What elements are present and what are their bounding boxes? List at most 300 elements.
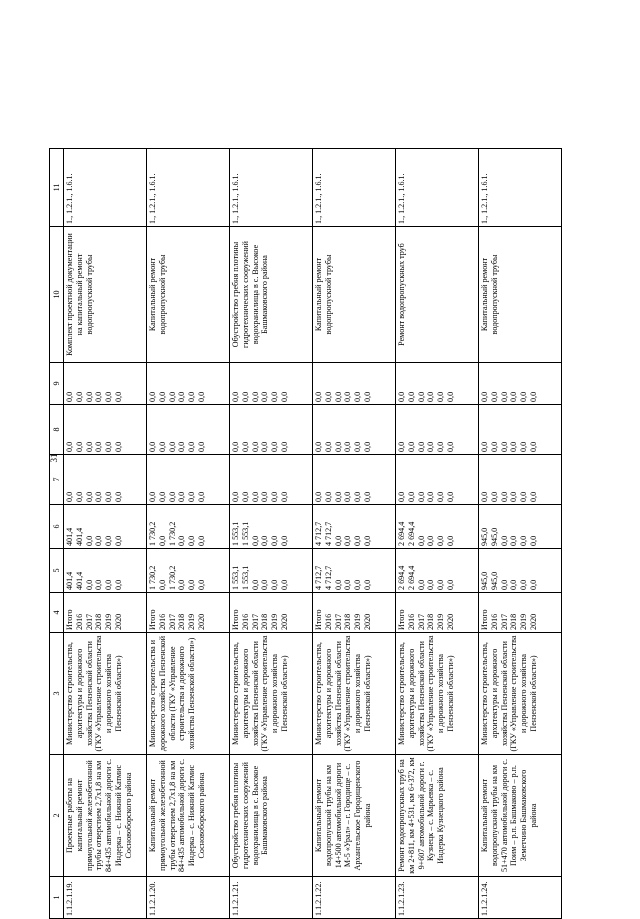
measure-name: Проектные работы на капитальный ремонт прямоугольной железобетонной трубы отверстием 2,7х1,8 на км 84+435 автомобильной дороги с. Индерка – с. Нижний Катмис Сосновоборского района: [64, 755, 147, 877]
col9-amount-value: 0,0: [104, 391, 114, 402]
col6-amount-value: 1 730,2: [167, 521, 177, 546]
col8-amount: [147, 405, 230, 455]
col9-amount-value: 0,0: [480, 391, 489, 402]
year-label-value: 2017: [416, 613, 426, 630]
col8-amount-value: 0,0: [528, 441, 538, 452]
col9-amount-value: 0,0: [279, 391, 289, 402]
col6-amount-value: 945,0: [480, 527, 489, 546]
col9-amount-value: 0,0: [426, 391, 436, 402]
col7-amount-value: 0,0: [519, 491, 529, 502]
year-label-value: Итого: [480, 609, 489, 630]
expected-result: Ремонт водопропускных труб: [396, 227, 479, 363]
year-label-value: 2020: [279, 613, 289, 630]
col9-amount-value: 0,0: [196, 391, 206, 402]
responsible-executor: Министерство строительства, архитектуры и дорожного хозяйства Пензенской области (ГКУ «Управление строительства и дорожного хозяйства Пензенской области»): [230, 633, 313, 755]
col5-amount-value: 0,0: [426, 579, 436, 590]
col6-amount-value: 1 730,2: [148, 521, 157, 546]
col9-amount-value: 0,0: [362, 391, 372, 402]
col5-amount-value: 2 694,4: [406, 565, 416, 590]
indicator-link: 1., 1.2.1., 1.6.1.: [313, 149, 396, 227]
col8-amount-value: 0,0: [84, 441, 94, 452]
col7-amount: [313, 455, 396, 505]
col9-amount-value: 0,0: [499, 391, 509, 402]
col6-amount-value: 401,4: [65, 527, 74, 546]
col5-amount-value: 0,0: [260, 579, 270, 590]
table-row: [313, 149, 396, 919]
col5-amount-value: 0,0: [509, 579, 519, 590]
table-row: [479, 149, 562, 919]
col6-amount-value: 0,0: [177, 535, 187, 546]
year-label: [396, 593, 479, 633]
col7-amount-value: 0,0: [65, 491, 74, 502]
header-col-8: 8: [50, 405, 64, 455]
col7-amount-value: 0,0: [157, 491, 167, 502]
col7-amount: [147, 455, 230, 505]
col6-amount-value: 0,0: [362, 535, 372, 546]
year-label-value: 2020: [362, 613, 372, 630]
col9-amount-value: 0,0: [84, 391, 94, 402]
col8-amount-value: 0,0: [519, 441, 529, 452]
col8-amount-value: 0,0: [187, 441, 197, 452]
expected-result: Капитальный ремонт водопропускной трубы: [313, 227, 396, 363]
year-label-value: 2019: [436, 613, 446, 630]
col7-amount-value: 0,0: [480, 491, 489, 502]
col7-amount-value: 0,0: [74, 491, 84, 502]
col8-amount-value: 0,0: [196, 441, 206, 452]
indicator-link: 1., 1.2.1., 1.6.1.: [147, 149, 230, 227]
col6-amount-value: 0,0: [509, 535, 519, 546]
row-number: 1.1.2.1.20.: [147, 877, 230, 919]
col9-amount-value: 0,0: [333, 391, 343, 402]
header-col-5: 5: [50, 549, 64, 593]
col5-amount-value: 0,0: [499, 579, 509, 590]
col5-amount-value: 0,0: [250, 579, 260, 590]
year-label: [230, 593, 313, 633]
col7-amount: [230, 455, 313, 505]
col6-amount: [147, 505, 230, 549]
measure-name: Ремонт водопропускных труб на км 2+811, км 4+531, км 6+372, км 9+607 автомобильной дороги г. Кузнецк – с. Марьевка – с. Индерка Кузнецкого района: [396, 755, 479, 877]
col6-amount-value: 0,0: [445, 535, 455, 546]
col9-amount-value: 0,0: [489, 391, 499, 402]
year-label-value: Итого: [148, 609, 157, 630]
col5-amount-value: 0,0: [157, 579, 167, 590]
col7-amount-value: 0,0: [240, 491, 250, 502]
col8-amount-value: 0,0: [279, 441, 289, 452]
col7-amount-value: 0,0: [104, 491, 114, 502]
col5-amount: [313, 549, 396, 593]
col9-amount-value: 0,0: [94, 391, 104, 402]
year-label-value: 2018: [177, 613, 187, 630]
col9-amount-value: 0,0: [260, 391, 270, 402]
col9-amount-value: 0,0: [74, 391, 84, 402]
year-label-value: 2018: [343, 613, 353, 630]
col9-amount: [479, 363, 562, 405]
col6-amount-value: 0,0: [196, 535, 206, 546]
col9-amount: [147, 363, 230, 405]
col5-amount-value: 4 712,7: [323, 565, 333, 590]
col8-amount: [313, 405, 396, 455]
header-col-10: 10: [50, 227, 64, 363]
col5-amount-value: 0,0: [333, 579, 343, 590]
col8-amount-value: 0,0: [362, 441, 372, 452]
col6-amount: [313, 505, 396, 549]
row-number: 1.1.2.1.23.: [396, 877, 479, 919]
col7-amount-value: 0,0: [94, 491, 104, 502]
col5-amount-value: 0,0: [84, 579, 94, 590]
col5-amount-value: 0,0: [104, 579, 114, 590]
year-label-value: 2019: [270, 613, 280, 630]
year-label: [479, 593, 562, 633]
col5-amount-value: 4 712,7: [314, 565, 323, 590]
col9-amount-value: 0,0: [416, 391, 426, 402]
col7-amount-value: 0,0: [113, 491, 123, 502]
year-label-value: 2020: [528, 613, 538, 630]
row-number: 1.1.2.1.21.: [230, 877, 313, 919]
year-label-value: 2019: [353, 613, 363, 630]
col8-amount-value: 0,0: [231, 441, 240, 452]
year-label-value: 2018: [94, 613, 104, 630]
col8-amount: [479, 405, 562, 455]
expected-result: Обустройство гребня плотины гидротехнических сооружений водохранилища в с. Высокое Башмаковского района: [230, 227, 313, 363]
header-col-11: 11: [50, 149, 64, 227]
year-label-value: 2019: [187, 613, 197, 630]
col6-amount-value: 1 553,1: [240, 521, 250, 546]
col9-amount-value: 0,0: [528, 391, 538, 402]
col9-amount-value: 0,0: [187, 391, 197, 402]
col7-amount-value: 0,0: [314, 491, 323, 502]
col5-amount-value: 0,0: [445, 579, 455, 590]
year-label-value: 2016: [74, 613, 84, 630]
col7-amount-value: 0,0: [231, 491, 240, 502]
header-col-3: 3: [50, 633, 64, 755]
col7-amount-value: 0,0: [445, 491, 455, 502]
col8-amount-value: 0,0: [177, 441, 187, 452]
col9-amount-value: 0,0: [250, 391, 260, 402]
expected-result: Капитальный ремонт водопропускной трубы: [147, 227, 230, 363]
year-label-value: 2020: [445, 613, 455, 630]
col6-amount-value: 0,0: [426, 535, 436, 546]
header-col-2: 2: [50, 755, 64, 877]
col9-amount-value: 0,0: [65, 391, 74, 402]
responsible-executor: Министерство строительства, архитектуры и дорожного хозяйства Пензенской области (ГКУ «Управление строительства и дорожного хозяйства Пензенской области»): [313, 633, 396, 755]
row-number: 1.1.2.1.24.: [479, 877, 562, 919]
header-col-6: 6: [50, 505, 64, 549]
year-label-value: 2016: [489, 613, 499, 630]
col7-amount: [64, 455, 147, 505]
col8-amount-value: 0,0: [113, 441, 123, 452]
col9-amount-value: 0,0: [113, 391, 123, 402]
col7-amount-value: 0,0: [84, 491, 94, 502]
year-label-value: 2017: [499, 613, 509, 630]
col5-amount-value: 1 553,1: [231, 565, 240, 590]
measure-name: Обустройство гребня плотины гидротехнических сооружений водохранилища в с. Высокое Башмаковского района: [230, 755, 313, 877]
col7-amount-value: 0,0: [343, 491, 353, 502]
col6-amount-value: 0,0: [113, 535, 123, 546]
col5-amount-value: 1 730,2: [148, 565, 157, 590]
col7-amount-value: 0,0: [196, 491, 206, 502]
measure-name: Капитальный ремонт прямоугольной железобетонной трубы отверстием 2,7х1,8 на км 84+435 автомобильной дороги с. Индерка – с. Нижний Катмис Сосновоборского района: [147, 755, 230, 877]
col5-amount-value: 945,0: [489, 571, 499, 590]
col7-amount-value: 0,0: [528, 491, 538, 502]
col7-amount-value: 0,0: [270, 491, 280, 502]
col8-amount-value: 0,0: [353, 441, 363, 452]
year-label-value: 2017: [333, 613, 343, 630]
col5-amount-value: 0,0: [270, 579, 280, 590]
col5-amount-value: 1 730,2: [167, 565, 177, 590]
responsible-executor: Министерство строительства и дорожного хозяйства Пензенской области (ГКУ «Управление строительства и дорожного хозяйства Пензенской области»): [147, 633, 230, 755]
col8-amount-value: 0,0: [65, 441, 74, 452]
col7-amount-value: 0,0: [250, 491, 260, 502]
col9-amount-value: 0,0: [436, 391, 446, 402]
year-label-value: 2016: [406, 613, 416, 630]
year-label: [313, 593, 396, 633]
col9-amount-value: 0,0: [323, 391, 333, 402]
col9-amount-value: 0,0: [177, 391, 187, 402]
col8-amount: [396, 405, 479, 455]
col7-amount-value: 0,0: [323, 491, 333, 502]
col8-amount-value: 0,0: [240, 441, 250, 452]
col7-amount-value: 0,0: [148, 491, 157, 502]
col5-amount: [396, 549, 479, 593]
col9-amount-value: 0,0: [509, 391, 519, 402]
col6-amount-value: 0,0: [279, 535, 289, 546]
col7-amount-value: 0,0: [353, 491, 363, 502]
year-label-value: Итого: [231, 609, 240, 630]
col5-amount: [230, 549, 313, 593]
col8-amount-value: 0,0: [406, 441, 416, 452]
col7-amount-value: 0,0: [397, 491, 406, 502]
col7-amount-value: 0,0: [187, 491, 197, 502]
col7-amount-value: 0,0: [279, 491, 289, 502]
col5-amount-value: 945,0: [480, 571, 489, 590]
col7-amount-value: 0,0: [499, 491, 509, 502]
col8-amount-value: 0,0: [333, 441, 343, 452]
row-number: 1.1.2.1.22.: [313, 877, 396, 919]
col6-amount-value: 2 694,4: [406, 521, 416, 546]
col6-amount-value: 4 712,7: [323, 521, 333, 546]
col8-amount-value: 0,0: [74, 441, 84, 452]
col6-amount: [64, 505, 147, 549]
col8-amount-value: 0,0: [436, 441, 446, 452]
col5-amount-value: 0,0: [196, 579, 206, 590]
col8-amount-value: 0,0: [94, 441, 104, 452]
col9-amount-value: 0,0: [157, 391, 167, 402]
year-label-value: 2018: [509, 613, 519, 630]
col7-amount-value: 0,0: [260, 491, 270, 502]
col5-amount-value: 2 694,4: [397, 565, 406, 590]
table-row: [230, 149, 313, 919]
expected-result: Капитальный ремонт водопропускной трубы: [479, 227, 562, 363]
col8-amount-value: 0,0: [104, 441, 114, 452]
col5-amount-value: 0,0: [519, 579, 529, 590]
header-col-7: 7: [50, 455, 64, 505]
col5-amount-value: 0,0: [279, 579, 289, 590]
col7-amount-value: 0,0: [416, 491, 426, 502]
col6-amount-value: 0,0: [333, 535, 343, 546]
col6-amount-value: 0,0: [499, 535, 509, 546]
col6-amount-value: 0,0: [519, 535, 529, 546]
indicator-link: 1., 1.2.1., 1.6.1.: [64, 149, 147, 227]
col9-amount-value: 0,0: [519, 391, 529, 402]
indicator-link: 1., 1.2.1., 1.6.1.: [479, 149, 562, 227]
measure-name: Капитальный ремонт водопропускной трубы на км 14+500 автомобильной дороги М-5 «Урал» – г. Городище – с. Архангельское Городищенского района: [313, 755, 396, 877]
year-label-value: 2017: [84, 613, 94, 630]
col8-amount-value: 0,0: [343, 441, 353, 452]
col8-amount-value: 0,0: [167, 441, 177, 452]
col8-amount-value: 0,0: [314, 441, 323, 452]
col6-amount-value: 0,0: [343, 535, 353, 546]
col6-amount: [230, 505, 313, 549]
header-col-9: 9: [50, 363, 64, 405]
col8-amount: [230, 405, 313, 455]
col6-amount-value: 0,0: [416, 535, 426, 546]
program-table: [49, 148, 562, 919]
col6-amount-value: 401,4: [74, 527, 84, 546]
col6-amount-value: 0,0: [436, 535, 446, 546]
col9-amount-value: 0,0: [314, 391, 323, 402]
col6-amount-value: 0,0: [84, 535, 94, 546]
col6-amount-value: 0,0: [270, 535, 280, 546]
year-label-value: 2018: [426, 613, 436, 630]
col5-amount-value: 401,4: [74, 571, 84, 590]
col7-amount-value: 0,0: [426, 491, 436, 502]
year-label-value: Итого: [314, 609, 323, 630]
responsible-executor: Министерство строительства, архитектуры и дорожного хозяйства Пензенской области (ГКУ «Управление строительства и дорожного хозяйства Пензенской области»): [479, 633, 562, 755]
col8-amount-value: 0,0: [260, 441, 270, 452]
col5-amount-value: 0,0: [353, 579, 363, 590]
col8-amount-value: 0,0: [250, 441, 260, 452]
responsible-executor: Министерство строительства, архитектуры и дорожного хозяйства Пензенской области (ГКУ «Управление строительства и дорожного хозяйства Пензенской области»): [396, 633, 479, 755]
col8-amount-value: 0,0: [157, 441, 167, 452]
responsible-executor: Министерство строительства, архитектуры и дорожного хозяйства Пензенской области (ГКУ «Управление строительства и дорожного хозяйства Пензенской области»): [64, 633, 147, 755]
col6-amount-value: 0,0: [104, 535, 114, 546]
col7-amount-value: 0,0: [362, 491, 372, 502]
col5-amount: [479, 549, 562, 593]
col8-amount-value: 0,0: [416, 441, 426, 452]
year-label-value: Итого: [65, 609, 74, 630]
col8-amount-value: 0,0: [445, 441, 455, 452]
col8-amount-value: 0,0: [489, 441, 499, 452]
col7-amount-value: 0,0: [509, 491, 519, 502]
col6-amount-value: 1 553,1: [231, 521, 240, 546]
table-row: [64, 149, 147, 919]
col6-amount-value: 0,0: [157, 535, 167, 546]
col5-amount: [147, 549, 230, 593]
col9-amount: [230, 363, 313, 405]
table-body: [64, 149, 562, 919]
row-number: 1.1.2.1.19.: [64, 877, 147, 919]
indicator-link: 1., 1.2.1., 1.6.1.: [230, 149, 313, 227]
year-label-value: 2016: [323, 613, 333, 630]
col9-amount: [396, 363, 479, 405]
table-row: [396, 149, 479, 919]
col5-amount: [64, 549, 147, 593]
table-row: [147, 149, 230, 919]
col8-amount-value: 0,0: [480, 441, 489, 452]
col5-amount-value: 1 553,1: [240, 565, 250, 590]
col6-amount-value: 0,0: [250, 535, 260, 546]
year-label-value: 2017: [250, 613, 260, 630]
col8-amount-value: 0,0: [323, 441, 333, 452]
col9-amount-value: 0,0: [445, 391, 455, 402]
year-label-value: 2016: [157, 613, 167, 630]
col5-amount-value: 0,0: [436, 579, 446, 590]
col7-amount-value: 0,0: [489, 491, 499, 502]
col6-amount-value: 2 694,4: [397, 521, 406, 546]
col5-amount-value: 401,4: [65, 571, 74, 590]
col5-amount-value: 0,0: [416, 579, 426, 590]
col5-amount-value: 0,0: [177, 579, 187, 590]
col7-amount-value: 0,0: [333, 491, 343, 502]
header-col-1: 1: [50, 877, 64, 919]
col5-amount-value: 0,0: [362, 579, 372, 590]
header-col-4: 4: [50, 593, 64, 633]
col9-amount-value: 0,0: [343, 391, 353, 402]
col7-amount-value: 0,0: [436, 491, 446, 502]
col6-amount-value: 4 712,7: [314, 521, 323, 546]
col8-amount: [64, 405, 147, 455]
col6-amount-value: 0,0: [260, 535, 270, 546]
col7-amount-value: 0,0: [167, 491, 177, 502]
col9-amount-value: 0,0: [270, 391, 280, 402]
measure-name: Капитальный ремонт водопропускной трубы на км 51+470 автомобильной дороги с. Поим – р.п. Башмаково – р.п. Земетчино Башмаковского района: [479, 755, 562, 877]
year-label-value: 2017: [167, 613, 177, 630]
col9-amount-value: 0,0: [148, 391, 157, 402]
col5-amount-value: 0,0: [343, 579, 353, 590]
col8-amount-value: 0,0: [270, 441, 280, 452]
col9-amount-value: 0,0: [231, 391, 240, 402]
col6-amount-value: 945,0: [489, 527, 499, 546]
col8-amount-value: 0,0: [499, 441, 509, 452]
col9-amount: [64, 363, 147, 405]
col8-amount-value: 0,0: [509, 441, 519, 452]
year-label: [147, 593, 230, 633]
year-label-value: 2020: [196, 613, 206, 630]
col7-amount: [479, 455, 562, 505]
col7-amount-value: 0,0: [177, 491, 187, 502]
col6-amount-value: 0,0: [528, 535, 538, 546]
col6-amount: [479, 505, 562, 549]
col5-amount-value: 0,0: [187, 579, 197, 590]
col9-amount-value: 0,0: [167, 391, 177, 402]
col6-amount-value: 0,0: [187, 535, 197, 546]
year-label-value: 2016: [240, 613, 250, 630]
col9-amount: [313, 363, 396, 405]
indicator-link: 1., 1.2.1., 1.6.1.: [396, 149, 479, 227]
year-label: [64, 593, 147, 633]
header-row: [50, 149, 64, 919]
col9-amount-value: 0,0: [353, 391, 363, 402]
expected-result: Комплект проектной документации на капитальный ремонт водопропускной трубы: [64, 227, 147, 363]
col5-amount-value: 0,0: [528, 579, 538, 590]
col8-amount-value: 0,0: [397, 441, 406, 452]
page-number: 31: [49, 453, 59, 463]
year-label-value: Итого: [397, 609, 406, 630]
col9-amount-value: 0,0: [397, 391, 406, 402]
col9-amount-value: 0,0: [406, 391, 416, 402]
col7-amount-value: 0,0: [406, 491, 416, 502]
col8-amount-value: 0,0: [148, 441, 157, 452]
rotated-table-container: [49, 149, 557, 919]
col5-amount-value: 0,0: [94, 579, 104, 590]
year-label-value: 2019: [519, 613, 529, 630]
col8-amount-value: 0,0: [426, 441, 436, 452]
col9-amount-value: 0,0: [240, 391, 250, 402]
year-label-value: 2018: [260, 613, 270, 630]
year-label-value: 2020: [113, 613, 123, 630]
col7-amount: [396, 455, 479, 505]
col5-amount-value: 0,0: [113, 579, 123, 590]
